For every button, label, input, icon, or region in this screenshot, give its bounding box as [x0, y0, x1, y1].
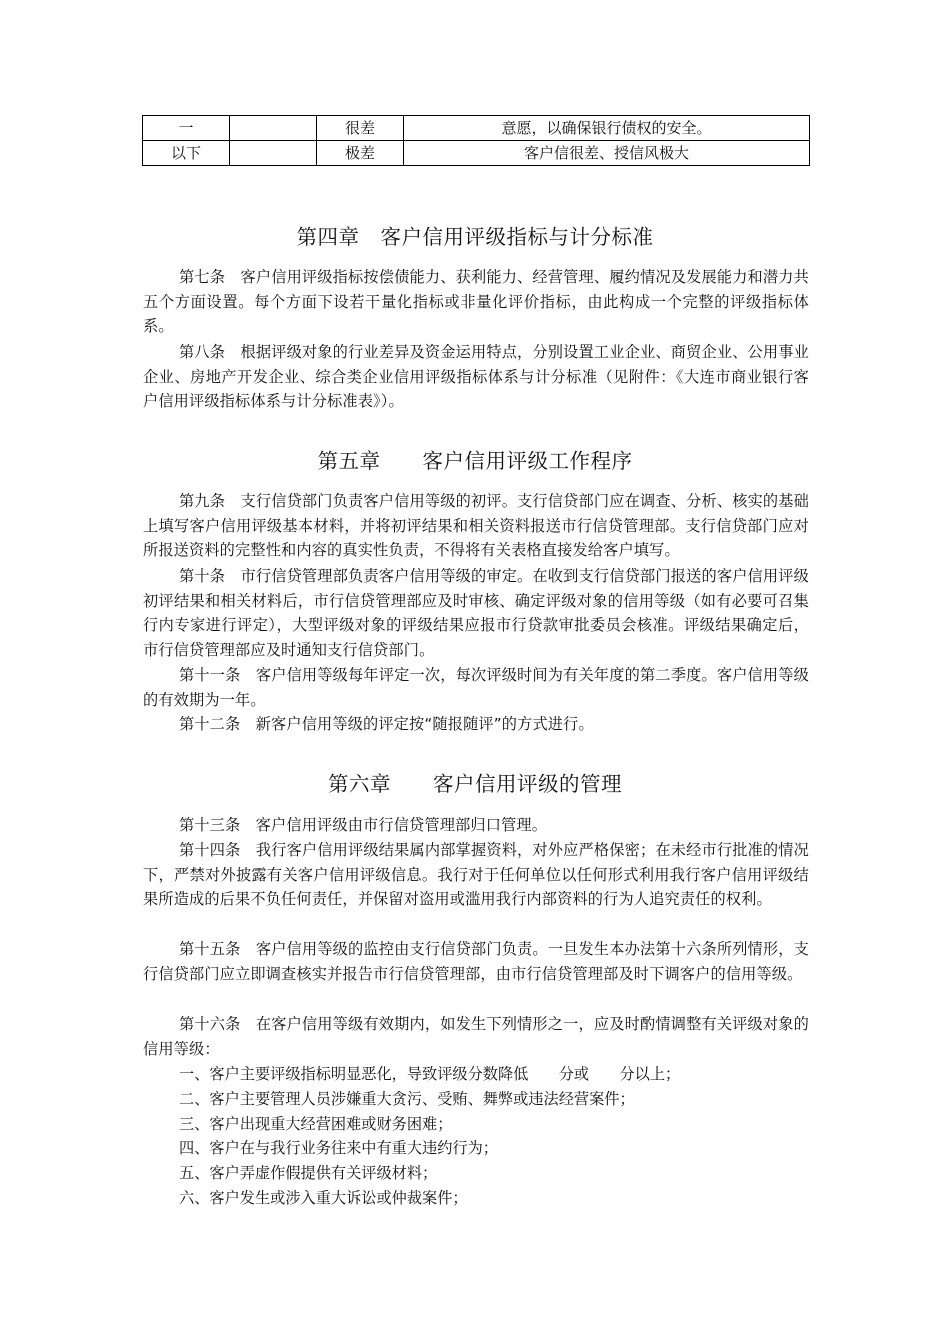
credit-grade-table	[142, 115, 810, 166]
article-14: 第十四条 我行客户信用评级结果属内部掌握资料，对外应严格保密；在未经市行批准的情况下，严禁对外披露有关客户信用评级信息。我行对于任何单位以任何形式利用我行客户信用评级结果所造成的后果不负任何责任，并保留对盗用或滥用我行内部资料的行为人追究责任的权利。	[143, 841, 809, 909]
table-cell	[230, 141, 317, 166]
table-cell: 以下	[143, 141, 230, 166]
article-15: 第十五条 客户信用等级的监控由支行信贷部门负责。一旦发生本办法第十六条所列情形，支行信贷部门应立即调查核实并报告市行信贷管理部，由市行信贷管理部及时下调客户的信用等级。	[143, 940, 809, 983]
article-12: 第十二条 新客户信用等级的评定按“随报随评”的方式进行。	[179, 715, 594, 733]
table-cell: 很差	[317, 116, 404, 141]
table-cell: 客户信很差、授信风极大	[404, 141, 810, 166]
table-row	[143, 141, 810, 166]
article-13: 第十三条 客户信用评级由市行信贷管理部归口管理。	[179, 816, 548, 834]
article-8: 第八条 根据评级对象的行业差异及资金运用特点，分别设置工业企业、商贸企业、公用事业企业、房地产开发企业、综合类企业信用评级指标体系与计分标准（见附件：《大连市商业银行客户信用评级指标体系与计分标准表》）。	[143, 343, 809, 411]
list-item: 三、客户出现重大经营困难或财务困难；	[179, 1115, 453, 1133]
list-item: 五、客户弄虚作假提供有关评级材料；	[179, 1164, 438, 1182]
table-row	[143, 116, 810, 141]
chapter-5-title: 第五章 客户信用评级工作程序	[317, 449, 633, 473]
article-11: 第十一条 客户信用等级每年评定一次，每次评级时间为有关年度的第二季度。客户信用等级的有效期为一年。	[143, 666, 809, 709]
article-7: 第七条 客户信用评级指标按偿债能力、获利能力、经营管理、履约情况及发展能力和潜力共五个方面设置。每个方面下设若干量化指标或非量化评价指标，由此构成一个完整的评级指标体系。	[143, 268, 809, 336]
table-cell: 极差	[317, 141, 404, 166]
list-item: 二、客户主要管理人员涉嫌重大贪污、受贿、舞弊或违法经营案件；	[179, 1090, 635, 1108]
article-9: 第九条 支行信贷部门负责客户信用等级的初评。支行信贷部门应在调查、分析、核实的基础上填写客户信用评级基本材料，并将初评结果和相关资料报送市行信贷管理部。支行信贷部门应对所报送资料的完整性和内容的真实性负责，不得将有关表格直接发给客户填写。	[143, 492, 809, 560]
table-cell	[230, 116, 317, 141]
chapter-6-title: 第六章 客户信用评级的管理	[328, 772, 622, 796]
table-cell: 一	[143, 116, 230, 141]
article-10: 第十条 市行信贷管理部负责客户信用等级的审定。在收到支行信贷部门报送的客户信用评级初评结果和相关材料后，市行信贷管理部应及时审核、确定评级对象的信用等级（如有必要可召集行内专家进行评定），大型评级对象的评级结果应报市行贷款审批委员会核准。评级结果确定后，市行信贷管理部应及时通知支行信贷部门。	[143, 567, 809, 659]
article-16: 第十六条 在客户信用等级有效期内，如发生下列情形之一，应及时酌情调整有关评级对象的信用等级：	[143, 1015, 809, 1058]
table-cell: 意愿，以确保银行债权的安全。	[404, 116, 810, 141]
list-item: 六、客户发生或涉入重大诉讼或仲裁案件；	[179, 1189, 468, 1207]
list-item: 四、客户在与我行业务往来中有重大违约行为；	[179, 1139, 498, 1157]
list-item: 一、客户主要评级指标明显恶化，导致评级分数降低 分或 分以上；	[179, 1065, 681, 1083]
chapter-4-title: 第四章 客户信用评级指标与计分标准	[296, 225, 654, 249]
